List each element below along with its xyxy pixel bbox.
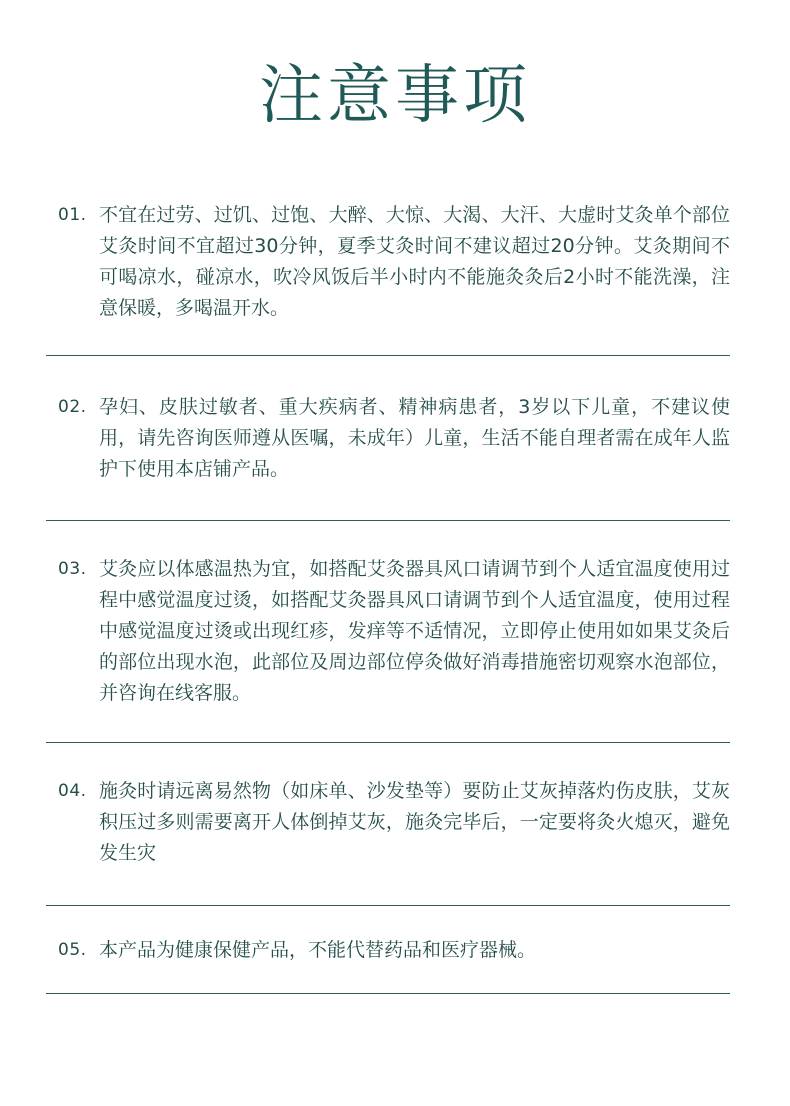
- notice-item-01: [58, 200, 730, 324]
- notice-item-04: [58, 776, 730, 869]
- divider: [46, 993, 730, 994]
- notice-item-02: [58, 392, 730, 485]
- item-number: 05.: [58, 940, 87, 960]
- item-number: 04.: [58, 781, 87, 801]
- item-number: 02.: [58, 397, 87, 417]
- page-title: 注意事项: [259, 59, 531, 133]
- item-text: 艾灸应以体感温热为宜，如搭配艾灸器具风口请调节到个人适宜温度使用过程中感觉温度过烫，如搭配艾灸器具风口请调节到个人适宜温度，使用过程中感觉温度过烫或出现红疹，发痒等不适情况，立即停止使用如如果艾灸后的部位出现水泡，此部位及周边部位停灸做好消毒措施密切观察水泡部位，并咨询在线客服。: [99, 558, 730, 704]
- item-number: 01.: [58, 205, 87, 225]
- item-number: 03.: [58, 559, 87, 579]
- notice-item-03: [58, 554, 730, 709]
- item-text: 不宜在过劳、过饥、过饱、大醉、大惊、大渴、大汗、大虚时艾灸单个部位艾灸时间不宜超过30分钟，夏季艾灸时间不建议超过20分钟。艾灸期间不可喝凉水，碰凉水，吹冷风饭后半小时内不能施灸灸后2小时不能洗澡，注意保暖，多喝温开水。: [99, 204, 730, 319]
- divider: [46, 355, 730, 356]
- item-text: 孕妇、皮肤过敏者、重大疾病者、精神病患者，3岁以下儿童，不建议使用，请先咨询医师遵从医嘱，未成年）儿童，生活不能自理者需在成年人监护下使用本店铺产品。: [99, 396, 730, 480]
- item-text: 本产品为健康保健产品，不能代替药品和医疗器械。: [99, 939, 537, 961]
- divider: [46, 742, 730, 743]
- divider: [46, 520, 730, 521]
- item-text: 施灸时请远离易然物（如床单、沙发垫等）要防止艾灰掉落灼伤皮肤，艾灰积压过多则需要离开人体倒掉艾灰，施灸完毕后，一定要将灸火熄灭，避免发生灾: [99, 780, 730, 864]
- notice-item-05: [58, 935, 730, 966]
- divider: [46, 905, 730, 906]
